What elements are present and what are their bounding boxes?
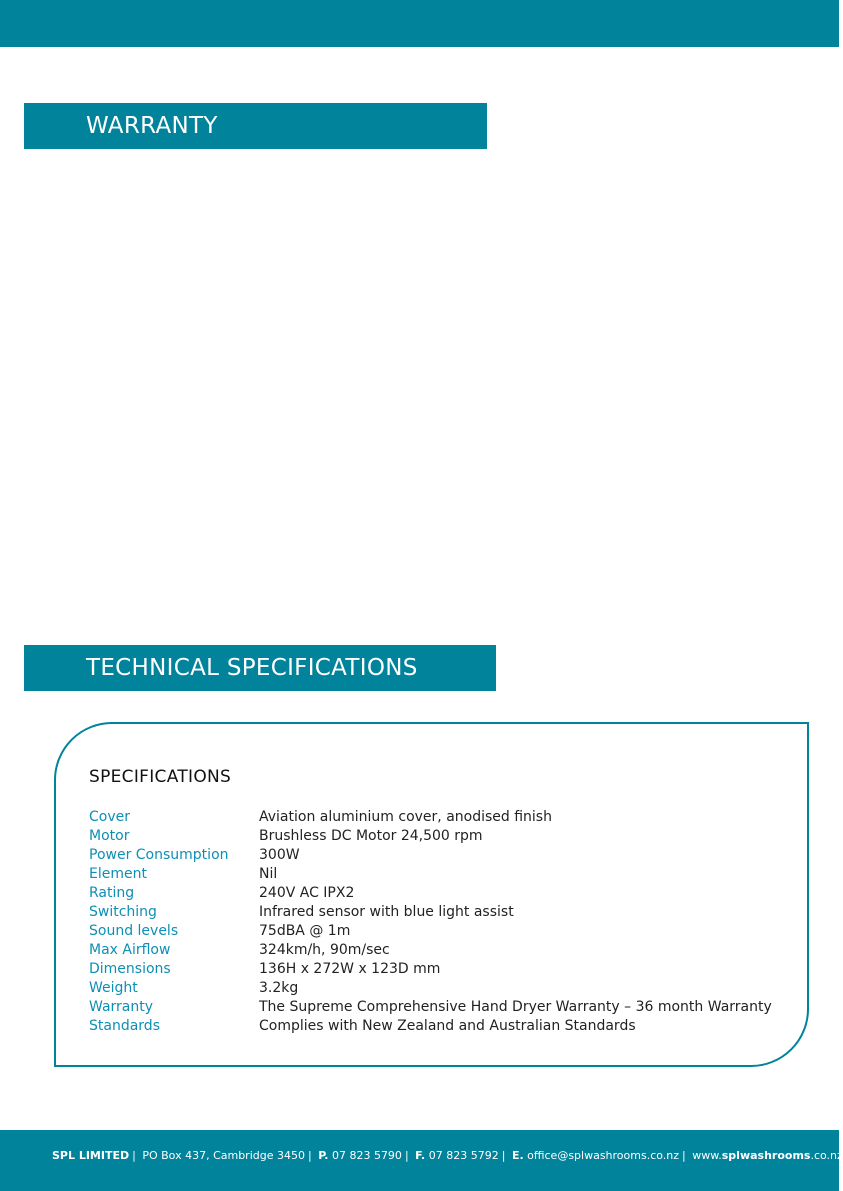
footer-web-brand: splwashrooms	[721, 1149, 811, 1162]
spec-label: Max Airflow	[89, 941, 171, 958]
footer-web-suffix: .co.nz	[810, 1149, 843, 1162]
spec-label: Motor	[89, 827, 130, 844]
specifications-title: SPECIFICATIONS	[89, 767, 232, 787]
footer-contact-line	[52, 1149, 843, 1162]
footer-fax-key: F.	[415, 1149, 426, 1162]
spec-value: 240V AC IPX2	[259, 884, 355, 901]
footer	[0, 1130, 843, 1191]
spec-label: Sound levels	[89, 922, 179, 939]
footer-separator: |	[132, 1149, 136, 1162]
spec-label: Dimensions	[89, 960, 171, 977]
footer-separator: |	[682, 1149, 686, 1162]
spec-row-sound-levels	[89, 921, 772, 940]
spec-label: Element	[89, 865, 147, 882]
spec-value: 136H x 272W x 123D mm	[259, 960, 441, 977]
spec-value: The Supreme Comprehensive Hand Dryer Warranty – 36 month Warranty	[259, 998, 772, 1015]
spec-value: Aviation aluminium cover, anodised finish	[259, 808, 552, 825]
footer-fax: 07 823 5792	[428, 1149, 499, 1162]
spec-value: Nil	[259, 865, 278, 882]
spec-value: 75dBA @ 1m	[259, 922, 351, 939]
spec-value: 300W	[259, 846, 300, 863]
spec-row-weight	[89, 978, 772, 997]
spec-label: Standards	[89, 1017, 160, 1034]
spec-label: Rating	[89, 884, 135, 901]
spec-value: Complies with New Zealand and Australian Standards	[259, 1017, 636, 1034]
spec-row-standards	[89, 1016, 772, 1035]
spec-row-rating	[89, 883, 772, 902]
spec-value: Brushless DC Motor 24,500 rpm	[259, 827, 483, 844]
spec-label: Switching	[89, 903, 157, 920]
spec-row-cover	[89, 807, 772, 826]
footer-company: SPL LIMITED	[52, 1149, 130, 1162]
specifications-table	[89, 807, 772, 1035]
spec-value: 3.2kg	[259, 979, 299, 996]
spec-row-dimensions	[89, 959, 772, 978]
spec-row-power-consumption	[89, 845, 772, 864]
spec-row-max-airflow	[89, 940, 772, 959]
footer-web-prefix: www.	[692, 1149, 722, 1162]
footer-address: PO Box 437, Cambridge 3450	[142, 1149, 305, 1162]
spec-row-motor	[89, 826, 772, 845]
footer-website-link[interactable]	[692, 1149, 843, 1162]
spec-label: Warranty	[89, 998, 154, 1015]
technical-specifications-header: TECHNICAL SPECIFICATIONS	[24, 645, 496, 691]
footer-separator: |	[308, 1149, 312, 1162]
warranty-header: WARRANTY	[24, 103, 487, 149]
spec-value: Infrared sensor with blue light assist	[259, 903, 514, 920]
spec-label: Power Consumption	[89, 846, 229, 863]
spec-row-switching	[89, 902, 772, 921]
footer-email-key: E.	[511, 1149, 524, 1162]
top-banner	[0, 0, 839, 47]
spec-row-warranty	[89, 997, 772, 1016]
footer-separator: |	[404, 1149, 409, 1162]
spec-row-element	[89, 864, 772, 883]
footer-phone-key: P.	[318, 1149, 329, 1162]
spec-label: Cover	[89, 808, 130, 825]
footer-email-link[interactable]: office@splwashrooms.co.nz	[527, 1149, 680, 1162]
footer-phone[interactable]: 07 823 5790	[331, 1149, 402, 1162]
spec-value: 324km/h, 90m/sec	[259, 941, 390, 958]
spec-label: Weight	[89, 979, 138, 996]
footer-separator: |	[501, 1149, 506, 1162]
